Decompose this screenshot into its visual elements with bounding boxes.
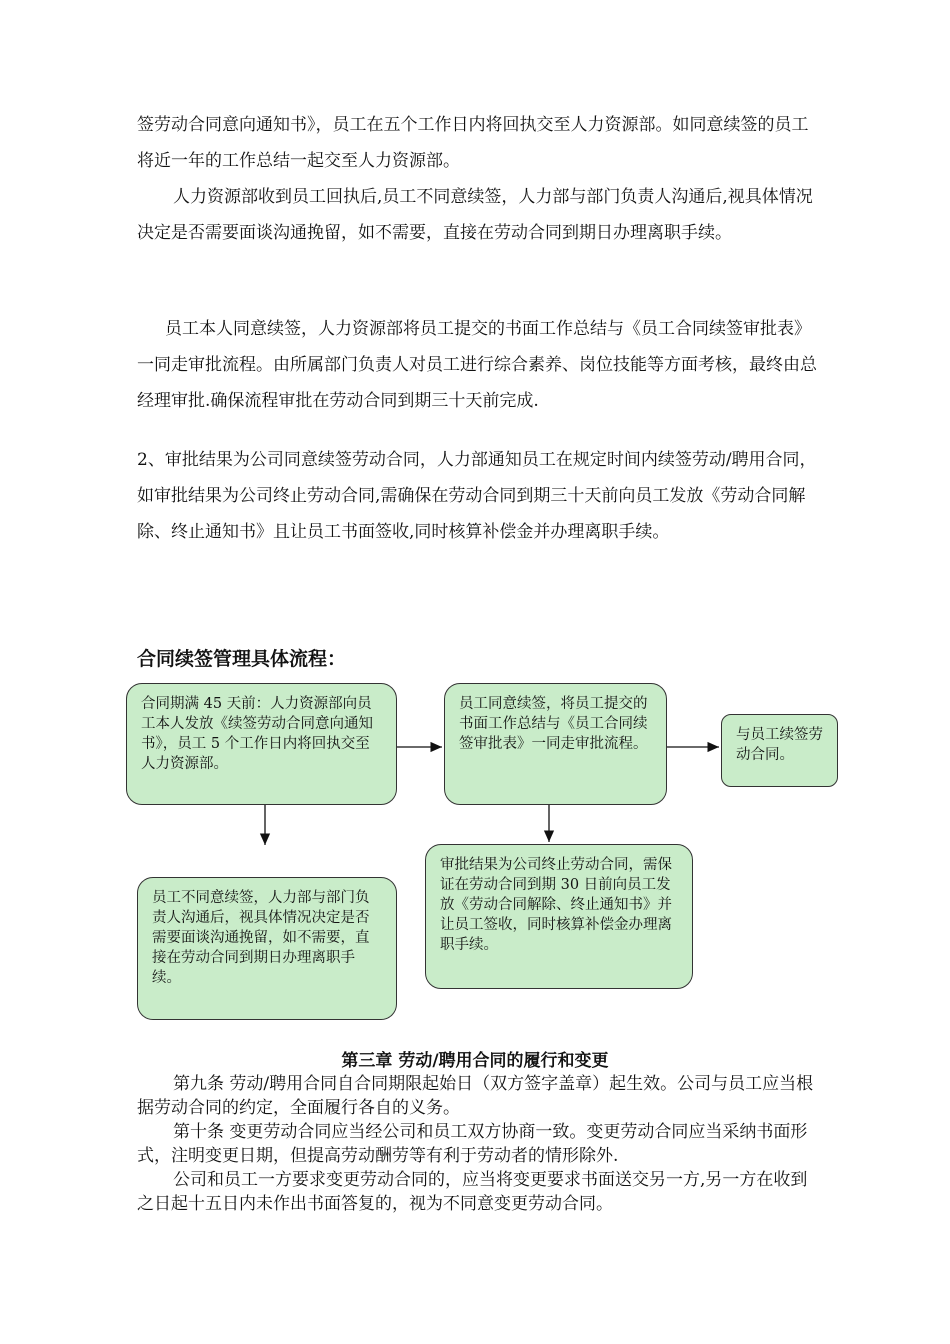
- article-9: 第九条 劳动/聘用合同自合同期限起始日（双方签字盖章）起生效。公司与员工应当根据劳动合同的约定，全面履行各自的义务。: [137, 1074, 814, 1118]
- flow-box-agree-text: 员工同意续签，将员工提交的书面工作总结与《员工合同续签审批表》一同走审批流程。: [459, 696, 648, 752]
- paragraph-1: 签劳动合同意向通知书》，员工在五个工作日内将回执交至人力资源部。如同意续签的员工将近一年的工作总结一起交至人力资源部。: [137, 115, 809, 171]
- flow-box-notice-text: 合同期满 45 天前：人力资源部向员工本人发放《续签劳动合同意向通知书》，员工 5 个工作日内将回执交至人力资源部。: [141, 696, 373, 772]
- paragraph-3: 员工本人同意续签，人力资源部将员工提交的书面工作总结与《员工合同续签审批表》一同走审批流程。由所属部门负责人对员工进行综合素养、岗位技能等方面考核，最终由总经理审批.确保流程审批在劳动合同到期三十天前完成.: [137, 319, 817, 411]
- flow-box-terminate: [425, 844, 693, 989]
- flow-box-disagree: [137, 877, 397, 1020]
- flow-box-agree: [444, 683, 667, 805]
- flow-box-renew-text: 与员工续签劳动合同。: [736, 727, 823, 763]
- paragraph-4: 2、审批结果为公司同意续签劳动合同，人力部通知员工在规定时间内续签劳动/聘用合同，如审批结果为公司终止劳动合同,需确保在劳动合同到期三十天前向员工发放《劳动合同解除、终止通知书》且让员工书面签收,同时核算补偿金并办理离职手续。: [137, 450, 817, 542]
- flow-box-disagree-text: 员工不同意续签，人力部与部门负责人沟通后，视具体情况决定是否需要面谈沟通挽留，如不需要，直接在劳动合同到期日办理离职手续。: [152, 890, 370, 986]
- paragraph-2: 人力资源部收到员工回执后,员工不同意续签，人力部与部门负责人沟通后,视具体情况决定是否需要面谈沟通挽留，如不需要，直接在劳动合同到期日办理离职手续。: [137, 187, 813, 243]
- flow-box-renew: [721, 714, 838, 787]
- flow-box-terminate-text: 审批结果为公司终止劳动合同，需保证在劳动合同到期 30 日前向员工发放《劳动合同解除、终止通知书》并让员工签收，同时核算补偿金办理离职手续。: [440, 857, 672, 953]
- flow-title: 合同续签管理具体流程：: [137, 648, 347, 670]
- chapter-title: 第三章 劳动/聘用合同的履行和变更: [341, 1051, 609, 1071]
- article-10-detail: 公司和员工一方要求变更劳动合同的，应当将变更要求书面送交另一方,另一方在收到之日起十五日内未作出书面答复的，视为不同意变更劳动合同。: [137, 1170, 808, 1214]
- article-10: 第十条 变更劳动合同应当经公司和员工双方协商一致。变更劳动合同应当采纳书面形式，注明变更日期，但提高劳动酬劳等有利于劳动者的情形除外.: [137, 1122, 808, 1166]
- flow-box-notice: [126, 683, 397, 805]
